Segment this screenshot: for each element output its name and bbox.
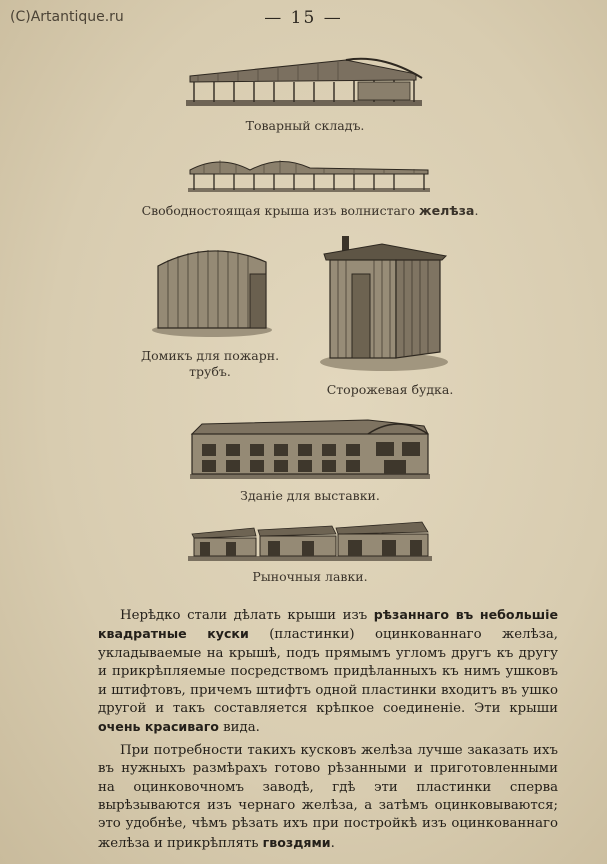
body-text [98,606,558,853]
roof-caption-suffix: . [474,203,479,218]
guard-booth-illustration [318,234,450,374]
hose-hut-caption-line2: трубъ. [189,364,231,379]
watermark: (C)Artantique.ru [10,9,124,25]
corrugated-roof-illustration [184,150,434,196]
corrugated-roof-caption [120,203,500,219]
paragraph-2 [98,742,558,853]
hose-hut-illustration [150,244,274,340]
p1-text-e: вида. [218,720,260,736]
roof-caption-prefix: Свободностоящая крыша изъ волнистаго [141,203,416,218]
exhibition-building-illustration [188,412,432,482]
hose-hut-caption [130,348,290,380]
market-stalls-caption: Рыночныя лавки. [252,569,368,584]
guard-booth-caption: Сторожевая будка. [326,382,454,397]
p1-bold-d: очень красиваго [98,719,219,735]
exhibition-building-caption: Зданіе для выставки. [240,488,380,503]
page-number: — 15 — [264,8,343,28]
p2-text-c: . [330,835,335,851]
p2-text-a: При потребности такихъ кусковъ желѣза лучше заказать ихъ въ нужныхъ размѣрахъ готово рѣзанными и приготовленными на оцинковочномъ заводѣ, гдѣ эти пластинки сперва вырѣзываются изъ чернаго желѣза, а затѣмъ оцинковываются; это удобнѣе, чѣмъ рѣзать ихъ при постройкѣ изъ оцинкованнаго желѣза и прикрѣплять [98,742,558,851]
paragraph-1 [98,606,558,738]
p1-text-c: (пластинки) оцинкованнаго желѣза, укладываемые на крышѣ, подъ прямымъ угломъ другъ къ другу и прикрѣпляемые посредствомъ придѣланныхъ къ нимъ ушковъ и штифтовъ, причемъ штифтъ одной пластинки входитъ въ ушко другой и такъ составляется крѣпкое соединеніе. Эти крыши [98,627,558,717]
p1-bold-b: рѣзаннаго въ небольшіе квадратные куски [98,607,558,642]
warehouse-caption: Товарный складъ. [245,118,365,133]
p2-bold-b: гвоздями [262,834,331,850]
hose-hut-caption-line1: Домикъ для пожарн. [140,348,280,363]
warehouse-illustration [178,52,428,114]
p1-text-a: Нерѣдко стали дѣлать крыши изъ [120,608,374,623]
market-stalls-illustration [186,518,434,564]
roof-caption-bold: желѣза [419,203,475,218]
